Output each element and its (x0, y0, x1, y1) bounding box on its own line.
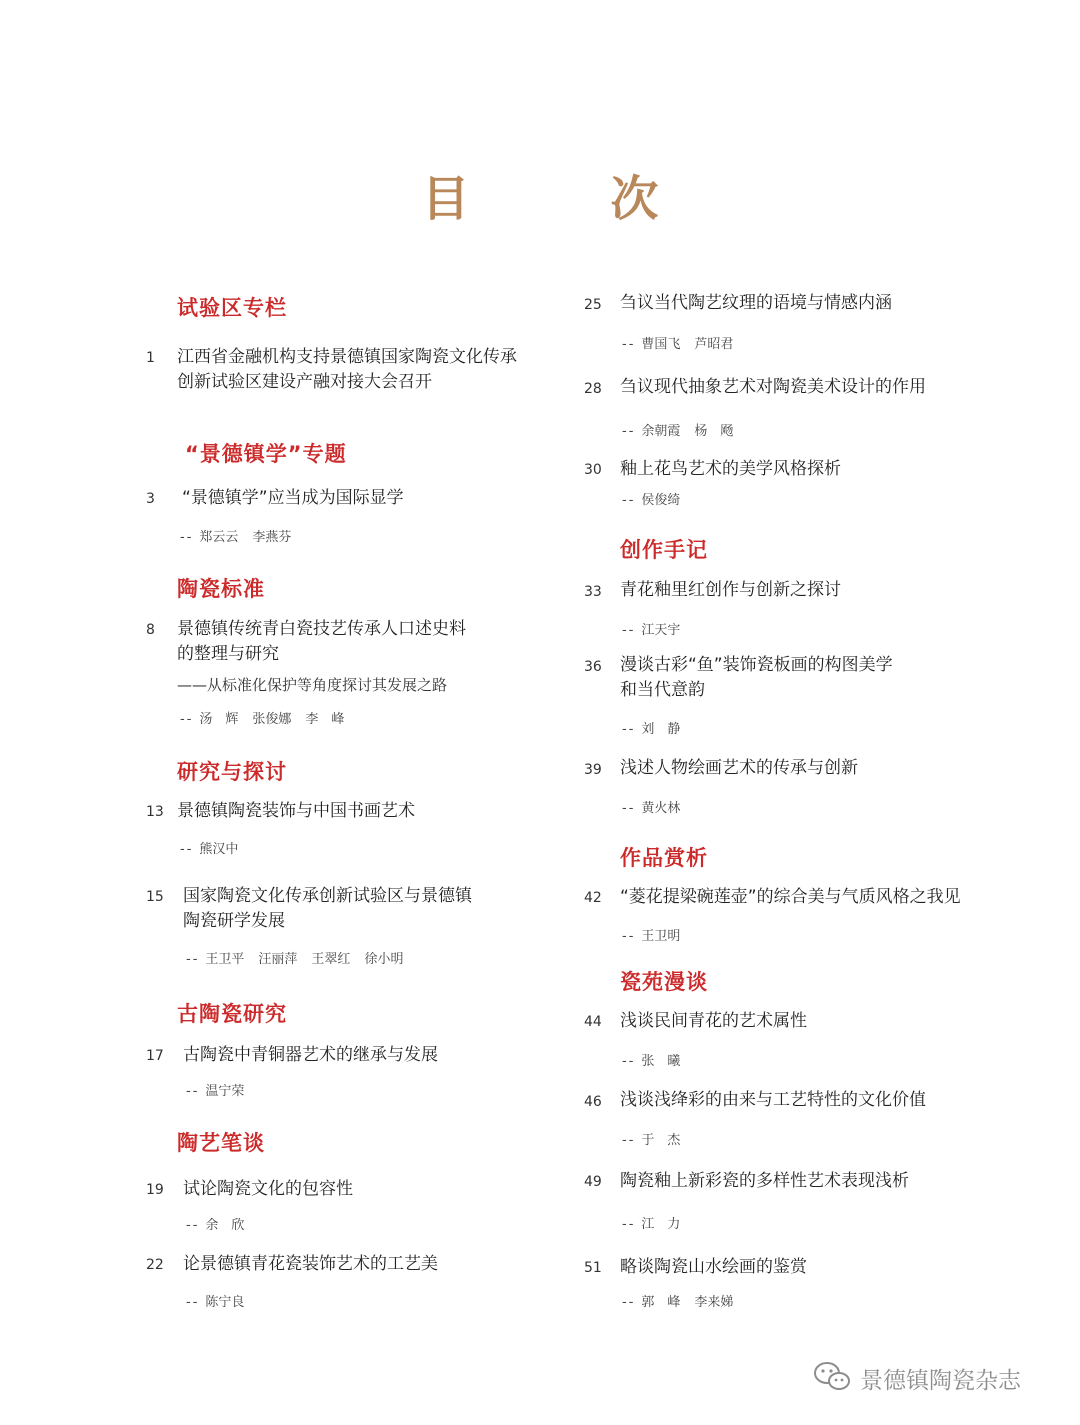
entry-title: 陶瓷釉上新彩瓷的多样性艺术表现浅析 (620, 1171, 909, 1191)
entry-authors: -- 江 力 (622, 1217, 681, 1232)
entry-authors: -- 江天宇 (622, 623, 681, 638)
entry-page-number: 19 (146, 1182, 164, 1198)
entry-authors: -- 王卫平 汪丽萍 王翠红 徐小明 (186, 952, 404, 967)
entry-title: 江西省金融机构支持景德镇国家陶瓷文化传承 (177, 347, 517, 367)
entry-title: 浅谈民间青花的艺术属性 (620, 1011, 807, 1031)
section-heading: 试验区专栏 (177, 296, 287, 320)
entry-page-number: 17 (146, 1048, 164, 1064)
entry-title: “菱花提梁碗莲壶”的综合美与气质风格之我见 (620, 887, 961, 907)
entry-authors: -- 汤 辉 张俊娜 李 峰 (180, 712, 345, 727)
entry-subtitle: ——从标准化保护等角度探讨其发展之路 (177, 676, 448, 694)
entry-authors: -- 于 杰 (622, 1133, 681, 1148)
section-heading: 陶艺笔谈 (177, 1131, 265, 1155)
entry-authors: -- 温宁荣 (186, 1084, 245, 1099)
entry-page-number: 39 (584, 762, 602, 778)
entry-title: 国家陶瓷文化传承创新试验区与景德镇 (183, 886, 472, 906)
entry-title: 创新试验区建设产融对接大会召开 (177, 372, 432, 392)
entry-title: 釉上花鸟艺术的美学风格探析 (620, 459, 841, 479)
entry-title: 浅谈浅绛彩的由来与工艺特性的文化价值 (620, 1090, 926, 1110)
entry-page-number: 1 (146, 350, 155, 366)
entry-authors: -- 侯俊绮 (622, 493, 681, 508)
entry-page-number: 30 (584, 462, 602, 478)
section-heading: “景德镇学”专题 (185, 442, 347, 466)
entry-page-number: 42 (584, 890, 602, 906)
entry-page-number: 28 (584, 381, 602, 397)
entry-page-number: 49 (584, 1174, 602, 1190)
entry-authors: -- 余朝霞 杨 飏 (622, 424, 734, 439)
entry-title: 和当代意韵 (620, 680, 705, 700)
section-heading: 创作手记 (620, 538, 708, 562)
page-title: 目 次 (421, 171, 721, 227)
entry-authors: -- 曹国飞 芦昭君 (622, 337, 734, 352)
watermark (812, 1361, 1021, 1395)
entry-page-number: 51 (584, 1260, 602, 1276)
entry-title: 刍议现代抽象艺术对陶瓷美术设计的作用 (620, 377, 926, 397)
entry-page-number: 36 (584, 659, 602, 675)
entry-authors: -- 余 欣 (186, 1218, 245, 1233)
entry-authors: -- 熊汉中 (180, 842, 239, 857)
watermark-text: 景德镇陶瓷杂志 (860, 1367, 1021, 1394)
entry-page-number: 22 (146, 1257, 164, 1273)
entry-authors: -- 黄火林 (622, 801, 681, 816)
entry-page-number: 3 (146, 491, 155, 507)
wechat-icon (812, 1360, 852, 1396)
entry-page-number: 46 (584, 1094, 602, 1110)
section-heading: 瓷苑漫谈 (620, 970, 708, 994)
entry-title: 景德镇传统青白瓷技艺传承人口述史料 (177, 619, 466, 639)
entry-page-number: 13 (146, 804, 164, 820)
entry-authors: -- 刘 静 (622, 722, 681, 737)
entry-title: 试论陶瓷文化的包容性 (183, 1179, 353, 1199)
section-heading: 作品赏析 (620, 846, 708, 870)
section-heading: 陶瓷标准 (177, 577, 265, 601)
entry-title: 景德镇陶瓷装饰与中国书画艺术 (177, 801, 415, 821)
entry-title: 青花釉里红创作与创新之探讨 (620, 580, 841, 600)
entry-page-number: 8 (146, 622, 155, 638)
entry-authors: -- 郑云云 李燕芬 (180, 530, 292, 545)
section-heading: 研究与探讨 (177, 760, 287, 784)
entry-page-number: 44 (584, 1014, 602, 1030)
entry-title: 古陶瓷中青铜器艺术的继承与发展 (183, 1045, 438, 1065)
entry-page-number: 25 (584, 297, 602, 313)
entry-page-number: 33 (584, 584, 602, 600)
entry-authors: -- 王卫明 (622, 929, 681, 944)
entry-page-number: 15 (146, 889, 164, 905)
entry-title: 漫谈古彩“鱼”装饰瓷板画的构图美学 (620, 655, 893, 675)
entry-authors: -- 陈宁良 (186, 1295, 245, 1310)
entry-authors: -- 郭 峰 李来娣 (622, 1295, 734, 1310)
entry-title: 浅述人物绘画艺术的传承与创新 (620, 758, 858, 778)
entry-title: 陶瓷研学发展 (183, 911, 285, 931)
entry-authors: -- 张 曦 (622, 1054, 681, 1069)
entry-title: 的整理与研究 (177, 644, 279, 664)
section-heading: 古陶瓷研究 (177, 1002, 287, 1026)
entry-title: 略谈陶瓷山水绘画的鉴赏 (620, 1257, 807, 1277)
entry-title: 刍议当代陶艺纹理的语境与情感内涵 (620, 293, 892, 313)
entry-title: “景德镇学”应当成为国际显学 (182, 488, 404, 508)
entry-title: 论景德镇青花瓷装饰艺术的工艺美 (183, 1254, 438, 1274)
